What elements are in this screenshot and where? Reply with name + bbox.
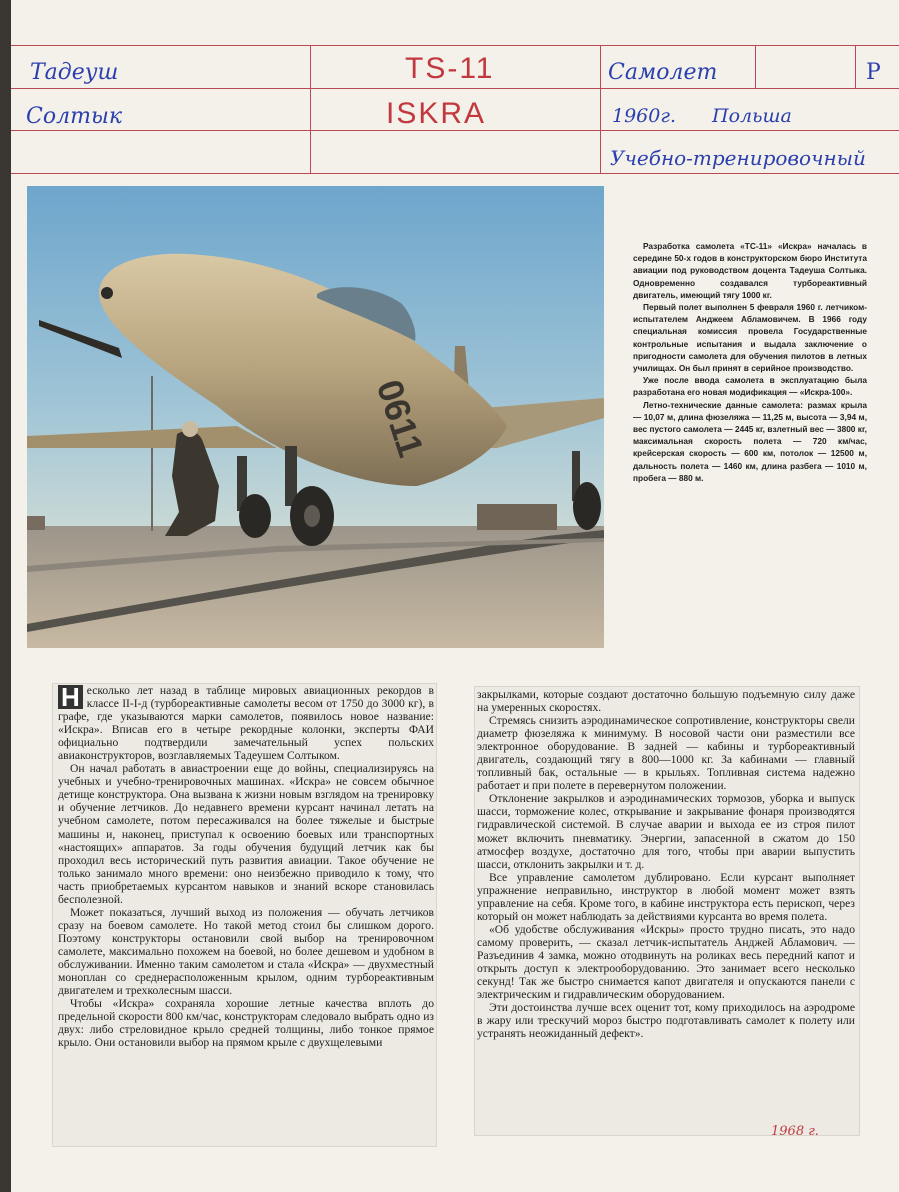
caption-paragraph-3: Уже после ввода самолета в эксплуатацию была разработана его новая модификация — «Искра-100». (633, 375, 867, 398)
index-letter: Р (866, 60, 881, 85)
article-paragraph: Эти достоинства лучше всех оценит тот, кому приходилось на аэродроме в жару или трескучий мороз быстро подготавливать самолет к полету или устранять неожиданный дефект». (477, 1001, 855, 1041)
model-code: TS-11 (405, 52, 495, 85)
photo-caption (633, 240, 867, 484)
clipping-year-note: 1968 г. (771, 1124, 819, 1139)
article-paragraph: «Об удобстве обслуживания «Искры» просто трудно писать, это надо самому проверить, — сказал летчик-испытатель Анджей Абламович. — Разъединив 4 замка, можно отодвинуть на роликах весь передний капот и открыть доступ к электрооборудованию. Это занимает всего несколько секунд! Так же быстро снимается капот двигателя и опускаются панели с электрическим и гидравлическим оборудованием. (477, 922, 855, 1002)
caption-paragraph-2: Первый полет выполнен 5 февраля 1960 г. летчиком-испытателем Анджеем Абламовичем. В 1966 году специальная комиссия провела Государственные контрольные испытания и выдала заключение о пригодности самолета для обучения пилотов в летных училищах. Он был принят в серийное производство. (633, 302, 867, 374)
aircraft-class: Самолет (608, 60, 718, 85)
header-divider-4 (855, 45, 856, 88)
article-dropcap: Н (58, 685, 83, 709)
header-rule-bottom (11, 173, 899, 174)
header-rule-1 (11, 88, 899, 89)
header-divider-1 (310, 45, 311, 173)
designer-last-name: Солтык (26, 104, 123, 129)
header-rule-top (11, 45, 899, 46)
article-paragraph: Отклонение закрылков и аэродинамических тормозов, уборка и выпуск шасси, торможение колес, открывание и закрывание фонаря производятся гидравлической системой. В случае аварии и выхода ее из строя пилот может включить пневматику. Энергии, запасенной в сжатом до 150 атмосфер воздухе, достаточно для того, чтобы при аварии выпустить шасси, отклонить закрылки и т. д. (477, 792, 855, 871)
header-divider-2 (600, 45, 601, 173)
tail-number: 0611 (368, 374, 432, 462)
article-paragraph: Чтобы «Искра» сохраняла хорошие летные качества вплоть до предельной скорости 800 км/час, конструкторам следовало выбрать одно из двух: либо стреловидное крыло средней толщины, либо тонкое прямое крыло. Они остановили выбор на прямом крыле с двухщелевыми (58, 997, 434, 1050)
article-column-1 (58, 684, 434, 1049)
article-paragraph: Может показаться, лучший выход из положения — обучать летчиков сразу на боевом самолете. Но такой метод стоил бы слишком дорого. Поэтому конструкторы остановили свой выбор на тренировочном самолете, максимально похожем на боевой, но более дешевом и удобном в обслуживании. Именно таким самолетом и стала «Искра» — двухместный моноплан со среднерасположенным крылом, одним турбореактивным двигателем и трехколесным шасси. (58, 905, 434, 998)
article-paragraph: Все управление самолетом дублировано. Если курсант выполняет упражнение неправильно, инструктор в любой момент может взять управление на себя. Кроме того, в кабине инструктора есть перископ, через который он может наблюдать за действиями курсанта во время полета. (477, 870, 855, 923)
caption-paragraph-1: Разработка самолета «ТС-11» «Искра» началась в середине 50-х годов в конструкторском бюро Института авиации под руководством доцента Тадеуша Солтыка. Одновременно создавался турбореактивный двигатель, имеющий тягу 1000 кг. (633, 241, 867, 300)
header-divider-3 (755, 45, 756, 88)
article-paragraph: Стремясь снизить аэродинамическое сопротивление, конструкторы свели диаметр фюзеляжа к минимуму. В носовой части они разместили все электронное оборудование. В задней — кабины и турбореактивный двигатель, создающий тягу в 800—1000 кг. За кабинами — главный топливный бак, остальные — в крыльях. Топливная система надежно работает и при полете в перевернутом положении. (477, 714, 855, 793)
article-paragraph: закрылками, которые создают достаточно большую подъемную силу даже на умеренных скоростях. (477, 688, 855, 715)
article-paragraph: есколько лет назад в таблице мировых авиационных рекордов в классе II-I-д (турбореактивные самолеты весом от 1750 до 3000 кг), в графе, где указываются марки самолетов, появилось новое название: «Искра». Вписав его в четыре рекордные колонки, эксперты ФАИ официально подтвердили замечательный успех польских авиаконструкторов, возглавляемых Тадеушем Солтыком. (58, 684, 434, 763)
article-column-2 (477, 688, 855, 1040)
designer-first-name: Тадеуш (30, 60, 119, 85)
aircraft-purpose: Учебно-тренировочный (610, 146, 866, 170)
year-country: 1960г. Польша (612, 105, 792, 127)
aircraft-photo (27, 186, 604, 648)
caption-paragraph-4: Летно-технические данные самолета: размах крыла — 10,07 м, длина фюзеляжа — 11,25 м, высота — 3,94 м, вес пустого самолета — 2445 кг, взлетный вес — 3800 кг, максимальная скорость полета — 720 км/час, крейсерская скорость — 600 км, потолок — 12500 м, дальность полета — 1460 км, длина разбега — 1010 м, пробега — 880 м. (633, 399, 867, 483)
binder-strip (0, 0, 11, 1192)
article-paragraph: Он начал работать в авиастроении еще до войны, специализируясь на учебных и учебно-тренировочных машинах. «Искра» не совсем обычное детище конструктора. Она вызвана к жизни новым взглядом на тренировку и обучение летчиков. До недавнего времени курсант начинал летать на учебном самолете, потом пересаживался на более тяжелые и быстрые машины и, наконец, приступал к освоению боевых или транспортных «настоящих» аппаратов. За годы обучения будущий летчик как бы проходил весь исторический путь развития авиации. Такое обучение не только занимало много времени: оно неизбежно приводило к тому, что часть приобретаемых курсантом навыков и знаний вскоре становилась бесполезной. (58, 762, 434, 906)
model-name: ISKRA (386, 97, 487, 130)
